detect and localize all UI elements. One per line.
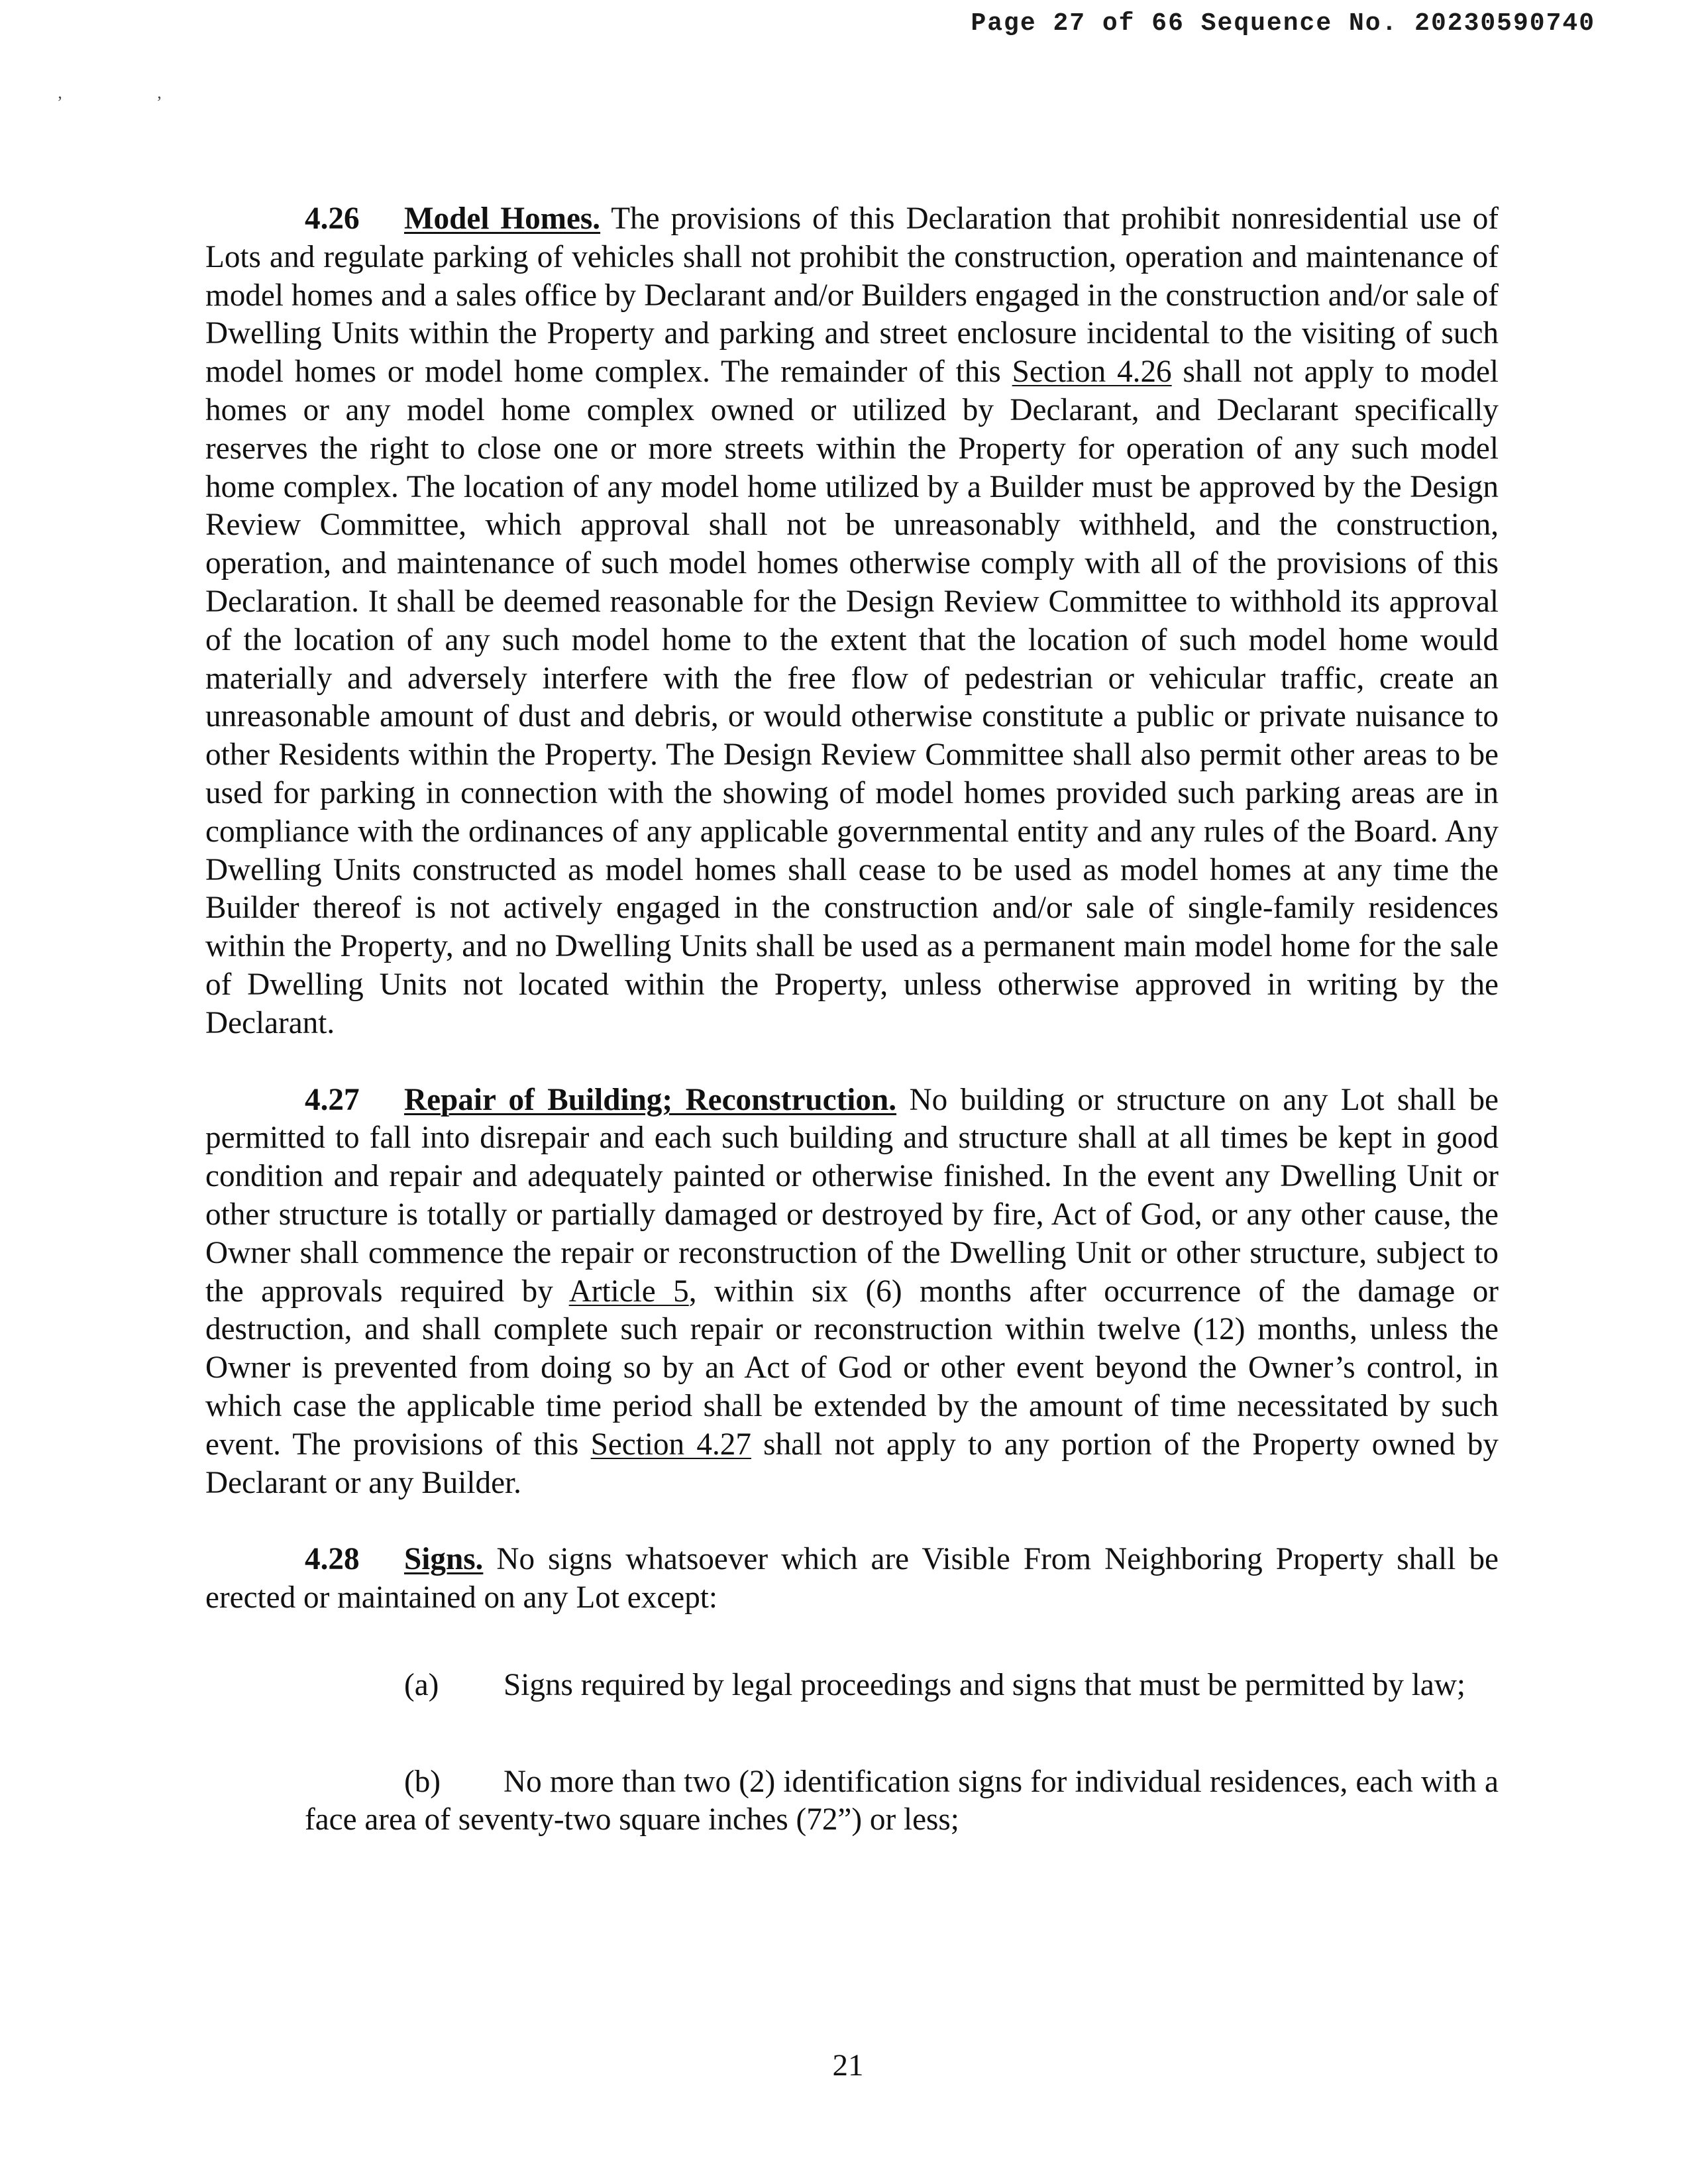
section-number: 4.27 xyxy=(305,1082,360,1117)
list-item xyxy=(305,1666,1499,1705)
section-4-27 xyxy=(205,1081,1499,1503)
list-item-text: Signs required by legal proceedings and signs that must be permitted by law; xyxy=(504,1667,1466,1702)
section-4-28 xyxy=(205,1541,1499,1617)
list-item-letter: (a) xyxy=(404,1667,439,1702)
section-text: , within six (6) months after occurrence of the damage or destruction, and shall complete such repair or reconstruction within twelve (12) months, unless the Owner is prevented from doing so by an Act of God or other event beyond the Owner’s control, in which case the applicable time period shall be extended by the amount of time necessitated by such event. The provisions of this xyxy=(205,1274,1499,1462)
list-item-letter: (b) xyxy=(404,1764,441,1799)
section-text: The provisions of this Declaration that prohibit nonresidential use of Lots and regulate parking of vehicles shall not prohibit the construction, operation and maintenance of model homes and a sales office by Declarant and/or Builders engaged in the construction and/or sale of Dwelling Units within the Property and parking and street enclosure incidental to the visiting of such model homes or model home complex. The remainder of this xyxy=(205,201,1499,390)
scan-mark: ’ xyxy=(57,93,63,112)
section-reference: Section 4.27 xyxy=(590,1427,751,1462)
article-reference: Article 5 xyxy=(568,1274,689,1309)
document-body xyxy=(205,200,1499,1878)
section-text: shall not apply to model homes or any model home complex owned or utilized by Declarant, and Declarant specifically reserves the right to close one or more streets within the Property for operation of any such model home complex. The location of any model home utilized by a Builder must be approved by the Design Review Committee, which approval shall not be unreasonably withheld, and the construction, operation, and maintenance of such model homes otherwise comply with all of the provisions of this Declaration. It shall be deemed reasonable for the Design Review Committee to withhold its approval of the location of any such model home to the extent that the location of such model home would materially and adversely interfere with the free flow of pedestrian or vehicular traffic, create an unreasonable amount of dust and debris, or would otherwise constitute a public or private nuisance to other Residents within the Property. The Design Review Committee shall also permit other areas to be used for parking in connection with the showing of model homes provided such parking areas are in compliance with the ordinances of any applicable governmental entity and any rules of the Board. Any Dwelling Units constructed as model homes shall cease to be used as model homes at any time the Builder thereof is not actively engaged in the construction and/or sale of single-family residences within the Property, and no Dwelling Units shall be used as a permanent main model home for the sale of Dwelling Units not located within the Property, unless otherwise approved in writing by the Declarant. xyxy=(205,355,1499,1040)
list-item xyxy=(305,1763,1499,1840)
section-text: No signs whatsoever which are Visible From Neighboring Property shall be erected or maintained on any Lot except: xyxy=(205,1542,1499,1615)
page-number: 21 xyxy=(832,2048,864,2083)
section-title: Repair of Building; Reconstruction. xyxy=(404,1082,897,1117)
section-text: shall not apply to any portion of the Property owned by Declarant or any Builder. xyxy=(205,1427,1499,1500)
section-4-26 xyxy=(205,200,1499,1043)
section-number: 4.26 xyxy=(305,201,360,236)
section-text: No building or structure on any Lot shall be permitted to fall into disrepair and each such building and structure shall at all times be kept in good condition and repair and adequately painted or otherwise finished. In the event any Dwelling Unit or other structure is totally or partially damaged or destroyed by fire, Act of God, or any other cause, the Owner shall commence the repair or reconstruction of the Dwelling Unit or other structure, subject to the approvals required by xyxy=(205,1082,1499,1309)
section-title: Model Homes. xyxy=(404,201,601,236)
list-item-text: No more than two (2) identification signs for individual residences, each with a face area of seventy-two square inches (72”) or less; xyxy=(305,1764,1499,1837)
section-reference: Section 4.26 xyxy=(1012,355,1172,390)
page-sequence-stamp: Page 27 of 66 Sequence No. 20230590740 xyxy=(971,9,1595,38)
scan-mark: ’ xyxy=(156,93,162,112)
section-number: 4.28 xyxy=(305,1542,360,1577)
section-title: Signs. xyxy=(404,1542,484,1577)
